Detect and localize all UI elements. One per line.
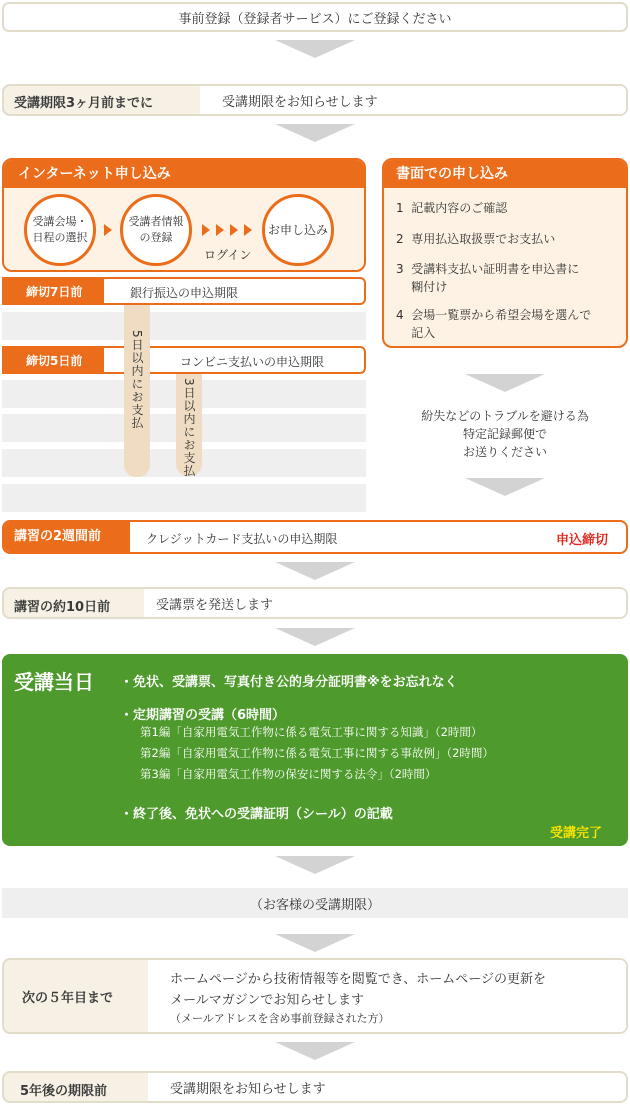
course-complete-label: 受講完了: [550, 826, 603, 841]
flow-arrow: [275, 628, 355, 646]
flow-arrow: [275, 124, 355, 142]
step-3months-label: 受講期限3ヶ月前までに: [14, 96, 154, 111]
next-5years-line-3: （メールアドレスを含め事前登録された方）: [170, 1012, 390, 1025]
step-circle-venue: 受講会場・ 日程の選択: [24, 194, 96, 266]
course-day-bullet-3: ・終了後、免状への受講証明（シール）の記載: [120, 807, 393, 822]
course-day-title: 受講当日: [14, 670, 94, 694]
deadline-5-tag: 締切5日前: [4, 348, 104, 372]
before-expiry-text: 受講期限をお知らせします: [170, 1081, 326, 1097]
login-label: ログイン: [204, 248, 252, 262]
deadline-7-tag: 締切7日前: [4, 279, 104, 303]
before-expiry-text-box: [148, 1073, 626, 1101]
before-expiry-label: 5年後の期限前: [20, 1084, 108, 1099]
course-day-sub-3: 第3編「自家用電気工作物の保安に関する法令」（2時間）: [140, 767, 437, 781]
registration-banner-text: 事前登録（登録者サービス）にご登録ください: [178, 11, 452, 27]
step-3months-text: 受講期限をお知らせします: [222, 94, 378, 110]
pay-within-5-text: 5日以内にお支払: [130, 330, 144, 430]
flow-arrow: [465, 374, 545, 392]
ten-days-text-box: [144, 589, 626, 617]
paper-step-2: 2 専用払込取扱票でお支払い: [396, 232, 556, 246]
paper-step-3: 3 受講料支払い証明書を申込書に 糊付け: [396, 262, 580, 294]
chevron-right-icon: [244, 224, 252, 236]
paper-step-4: 4 会場一覧票から希望会場を選んで 記入: [396, 308, 592, 340]
application-closed-label: 申込締切: [556, 533, 609, 548]
step-circle-apply: お申し込み: [262, 194, 334, 266]
two-weeks-text: クレジットカード支払いの申込期限: [146, 532, 338, 546]
pay-within-3-text: 3日以内にお支払: [182, 378, 196, 478]
ten-days-text: 受講票を発送します: [156, 597, 274, 613]
next-5years-label: 次の５年目まで: [22, 991, 114, 1006]
flow-arrow: [275, 934, 355, 952]
course-day-sub-2: 第2編「自家用電気工作物に係る電気工事に関する事故例」（2時間）: [140, 746, 494, 760]
chevron-right-icon: [202, 224, 210, 236]
next-5years-line-1: ホームページから技術情報等を閲覧でき、ホームページの更新を: [170, 972, 546, 987]
ten-days-label: 講習の約10日前: [14, 600, 111, 615]
course-day-bullet-1: ・免状、受講票、写真付き公的身分証明書※をお忘れなく: [120, 675, 458, 690]
deadline-7-text: 銀行振込の申込期限: [130, 286, 239, 300]
course-day-sub-1: 第1編「自家用電気工作物に係る電気工事に関する知識」（2時間）: [140, 725, 483, 739]
step-3months-text-box: [200, 86, 626, 114]
flow-arrow: [465, 478, 545, 496]
flow-arrow: [275, 40, 355, 58]
paper-step-1: 1 記載内容のご確認: [396, 201, 508, 215]
flow-arrow: [275, 856, 355, 874]
timeline-row: [2, 484, 366, 512]
course-day-bullet-2: ・定期講習の受講（6時間）: [120, 708, 286, 723]
step-circle-info: 受講者情報 の登録: [120, 194, 192, 266]
timeline-row: [2, 312, 366, 340]
next-5years-line-2: メールマガジンでお知らせします: [170, 993, 365, 1008]
two-weeks-label: 講習の2週間前: [4, 522, 130, 552]
chevron-right-icon: [104, 224, 112, 236]
chevron-right-icon: [216, 224, 224, 236]
customer-period-label: （お客様の受講期限）: [249, 897, 380, 913]
paper-application-title: 書面での申し込み: [384, 160, 626, 188]
registration-banner: [2, 2, 628, 32]
internet-application-title: インターネット申し込み: [4, 160, 364, 188]
flow-arrow: [275, 562, 355, 580]
customer-period-row: [2, 888, 628, 918]
deadline-5-text: コンビニ支払いの申込期限: [180, 355, 325, 369]
flow-arrow: [275, 1042, 355, 1060]
chevron-right-icon: [230, 224, 238, 236]
mail-note: 紛失などのトラブルを避ける為 特定記録郵便で お送りください: [421, 409, 589, 459]
